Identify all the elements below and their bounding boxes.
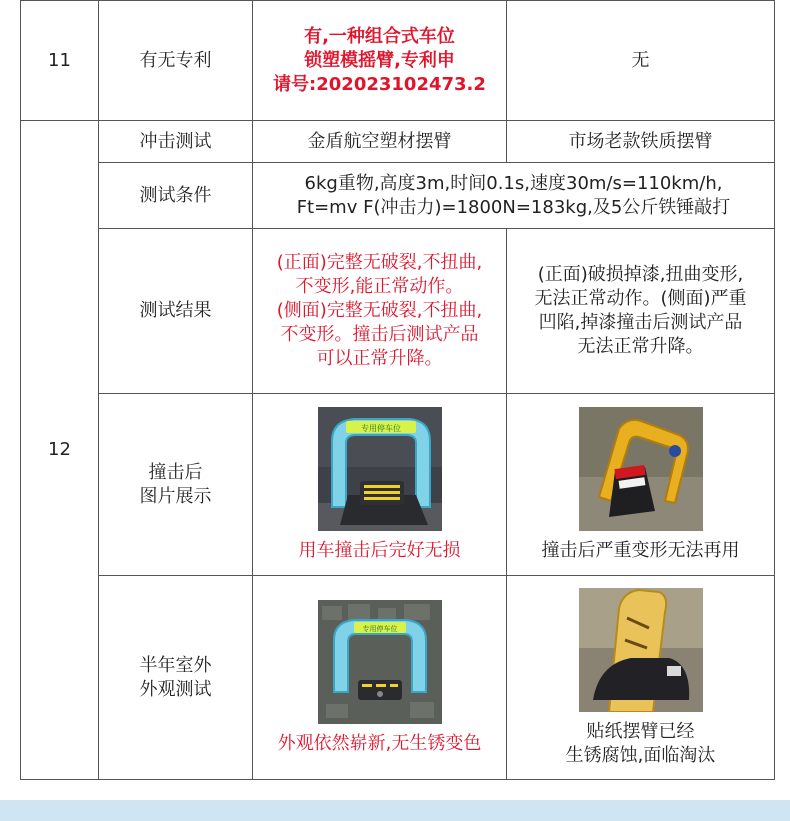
damaged-lock-photo	[579, 407, 703, 531]
after-impact-theirs-caption: 撞击后严重变形无法再用	[541, 539, 740, 561]
impact-theirs: 市场老款铁质摆臂	[507, 121, 775, 163]
outdoor-theirs-caption	[513, 720, 768, 768]
table-row-impact	[21, 121, 775, 163]
impact-ours: 金盾航空塑材摆臂	[253, 121, 507, 163]
patent-theirs: 无	[507, 1, 775, 121]
row-label-conditions: 测试条件	[99, 163, 253, 229]
results-theirs	[507, 229, 775, 394]
table-row-results	[21, 229, 775, 394]
after-impact-ours	[253, 394, 507, 576]
patent-ours-line: 请号:202023102473.2	[273, 73, 486, 95]
results-ours-line: 不变形。撞击后测试产品	[280, 324, 479, 345]
svg-text:专用停车位: 专用停车位	[362, 624, 397, 633]
table-row-conditions	[21, 163, 775, 229]
label-line: 外观测试	[139, 678, 212, 700]
outdoor-ours-caption: 外观依然崭新,无生锈变色	[277, 732, 482, 754]
outdoor-ours	[253, 576, 507, 780]
outdoor-theirs	[507, 576, 775, 780]
row-label-patent: 有无专利	[99, 1, 253, 121]
conditions-text	[253, 163, 775, 229]
results-theirs-line: 无法正常升降。	[577, 336, 704, 357]
row-number: 11	[21, 1, 99, 121]
svg-text:专用停车位: 专用停车位	[360, 423, 401, 433]
results-ours-line: (侧面)完整无破裂,不扭曲,	[276, 300, 483, 321]
outdoor-theirs-caption-line: 生锈腐蚀,面临淘汰	[565, 744, 716, 766]
outdoor-theirs-caption-line: 贴纸摆臂已经	[586, 720, 695, 742]
results-ours-line: (正面)完整无破裂,不扭曲,	[276, 252, 483, 273]
label-line: 撞击后	[148, 461, 203, 483]
patent-ours-line: 锁塑模摇臂,专利申	[304, 49, 455, 71]
rusty-lock-photo	[579, 588, 703, 712]
row-label-outdoor	[99, 576, 253, 780]
table-row-11	[21, 1, 775, 121]
patent-ours-line: 有,一种组合式车位	[304, 25, 455, 47]
after-impact-ours-caption: 用车撞击后完好无损	[298, 539, 461, 561]
after-impact-theirs	[507, 394, 775, 576]
intact-lock-photo	[318, 407, 442, 531]
conditions-line: 6kg重物,高度3m,时间0.1s,速度30m/s=110km/h,	[304, 172, 723, 194]
results-ours-line: 可以正常升降。	[316, 348, 443, 369]
conditions-line: Ft=mv F(冲击力)=1800N=183kg,及5公斤铁锤敲打	[296, 196, 731, 218]
comparison-table	[20, 0, 775, 780]
label-line: 半年室外	[139, 654, 212, 676]
results-ours-line: 不变形,能正常动作。	[295, 276, 464, 297]
results-ours	[253, 229, 507, 394]
new-looking-lock-photo	[318, 600, 442, 724]
table-row-outdoor	[21, 576, 775, 780]
patent-ours	[253, 1, 507, 121]
results-theirs-line: (正面)破损掉漆,扭曲变形,	[537, 264, 744, 285]
row-number: 12	[21, 121, 99, 780]
row-label-results: 测试结果	[99, 229, 253, 394]
table-row-after-impact	[21, 394, 775, 576]
results-theirs-line: 无法正常动作。(侧面)严重	[534, 288, 747, 309]
label-line: 图片展示	[139, 485, 212, 507]
row-label-after-impact	[99, 394, 253, 576]
results-theirs-line: 凹陷,掉漆撞击后测试产品	[538, 312, 743, 333]
row-label-impact: 冲击测试	[99, 121, 253, 163]
